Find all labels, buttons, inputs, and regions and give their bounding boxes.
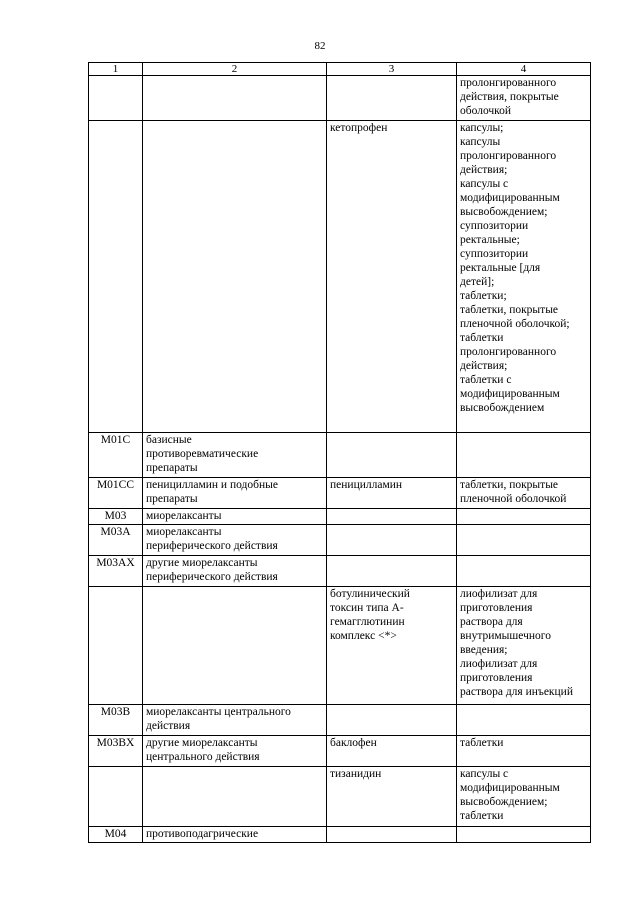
atc-code: M03BX (89, 736, 143, 767)
dosage-form: капсулы; капсулы пролонгированного действия; капсулы с модифицированным высвобождением; суппозитории ректальные; суппозитории ректальные [для детей]; таблетки; таблетки, покрытые пленочной оболочкой; таблетки пролонгированного действия; таблетки с модифицированным высвобождением (457, 121, 591, 433)
drug-name (327, 433, 457, 478)
atc-code (89, 767, 143, 827)
atc-code: M03A (89, 525, 143, 556)
atc-group: противоподагрические (143, 827, 327, 843)
atc-group (143, 767, 327, 827)
table-row (89, 478, 591, 509)
atc-group: другие миорелаксанты периферического действия (143, 556, 327, 587)
drug-name (327, 509, 457, 525)
drug-name: баклофен (327, 736, 457, 767)
atc-code: M03 (89, 509, 143, 525)
atc-code (89, 121, 143, 433)
dosage-form: таблетки (457, 736, 591, 767)
header-col-2: 2 (143, 63, 327, 76)
drug-name: пеницилламин (327, 478, 457, 509)
table-row (89, 76, 591, 121)
page-number: 82 (314, 40, 326, 52)
drug-name: ботулинический токсин типа A- гемагглютинин комплекс <*> (327, 587, 457, 705)
atc-code (89, 76, 143, 121)
dosage-form (457, 433, 591, 478)
table-row (89, 433, 591, 478)
dosage-form: пролонгированного действия, покрытые оболочкой (457, 76, 591, 121)
header-col-3: 3 (327, 63, 457, 76)
drug-name (327, 556, 457, 587)
header-col-1: 1 (89, 63, 143, 76)
atc-group (143, 76, 327, 121)
dosage-form (457, 556, 591, 587)
atc-code: M04 (89, 827, 143, 843)
dosage-form (457, 509, 591, 525)
drug-name (327, 827, 457, 843)
dosage-form: лиофилизат для приготовления раствора для внутримышечного введения; лиофилизат для приготовления раствора для инъекций (457, 587, 591, 705)
drug-name (327, 76, 457, 121)
atc-group: миорелаксанты центрального действия (143, 705, 327, 736)
dosage-form: капсулы с модифицированным высвобождением; таблетки (457, 767, 591, 827)
table-row (89, 509, 591, 525)
drug-name: кетопрофен (327, 121, 457, 433)
table-row (89, 587, 591, 705)
drug-name: тизанидин (327, 767, 457, 827)
atc-group: другие миорелаксанты центрального действия (143, 736, 327, 767)
atc-group (143, 121, 327, 433)
atc-code: M03AX (89, 556, 143, 587)
atc-code: M03B (89, 705, 143, 736)
drug-name (327, 705, 457, 736)
table-row (89, 705, 591, 736)
dosage-form (457, 827, 591, 843)
atc-group: миорелаксанты периферического действия (143, 525, 327, 556)
dosage-form (457, 705, 591, 736)
header-col-4: 4 (457, 63, 591, 76)
dosage-form: таблетки, покрытые пленочной оболочкой (457, 478, 591, 509)
table-row (89, 121, 591, 433)
atc-group (143, 587, 327, 705)
table-row (89, 525, 591, 556)
table-row (89, 736, 591, 767)
table-row (89, 767, 591, 827)
atc-code: M01C (89, 433, 143, 478)
table-row (89, 827, 591, 843)
drug-name (327, 525, 457, 556)
drug-table (88, 62, 591, 843)
atc-group: пеницилламин и подобные препараты (143, 478, 327, 509)
atc-group: базисные противоревматические препараты (143, 433, 327, 478)
atc-group: миорелаксанты (143, 509, 327, 525)
atc-code (89, 587, 143, 705)
table-row (89, 556, 591, 587)
atc-code: M01CC (89, 478, 143, 509)
header-row (89, 63, 591, 76)
dosage-form (457, 525, 591, 556)
